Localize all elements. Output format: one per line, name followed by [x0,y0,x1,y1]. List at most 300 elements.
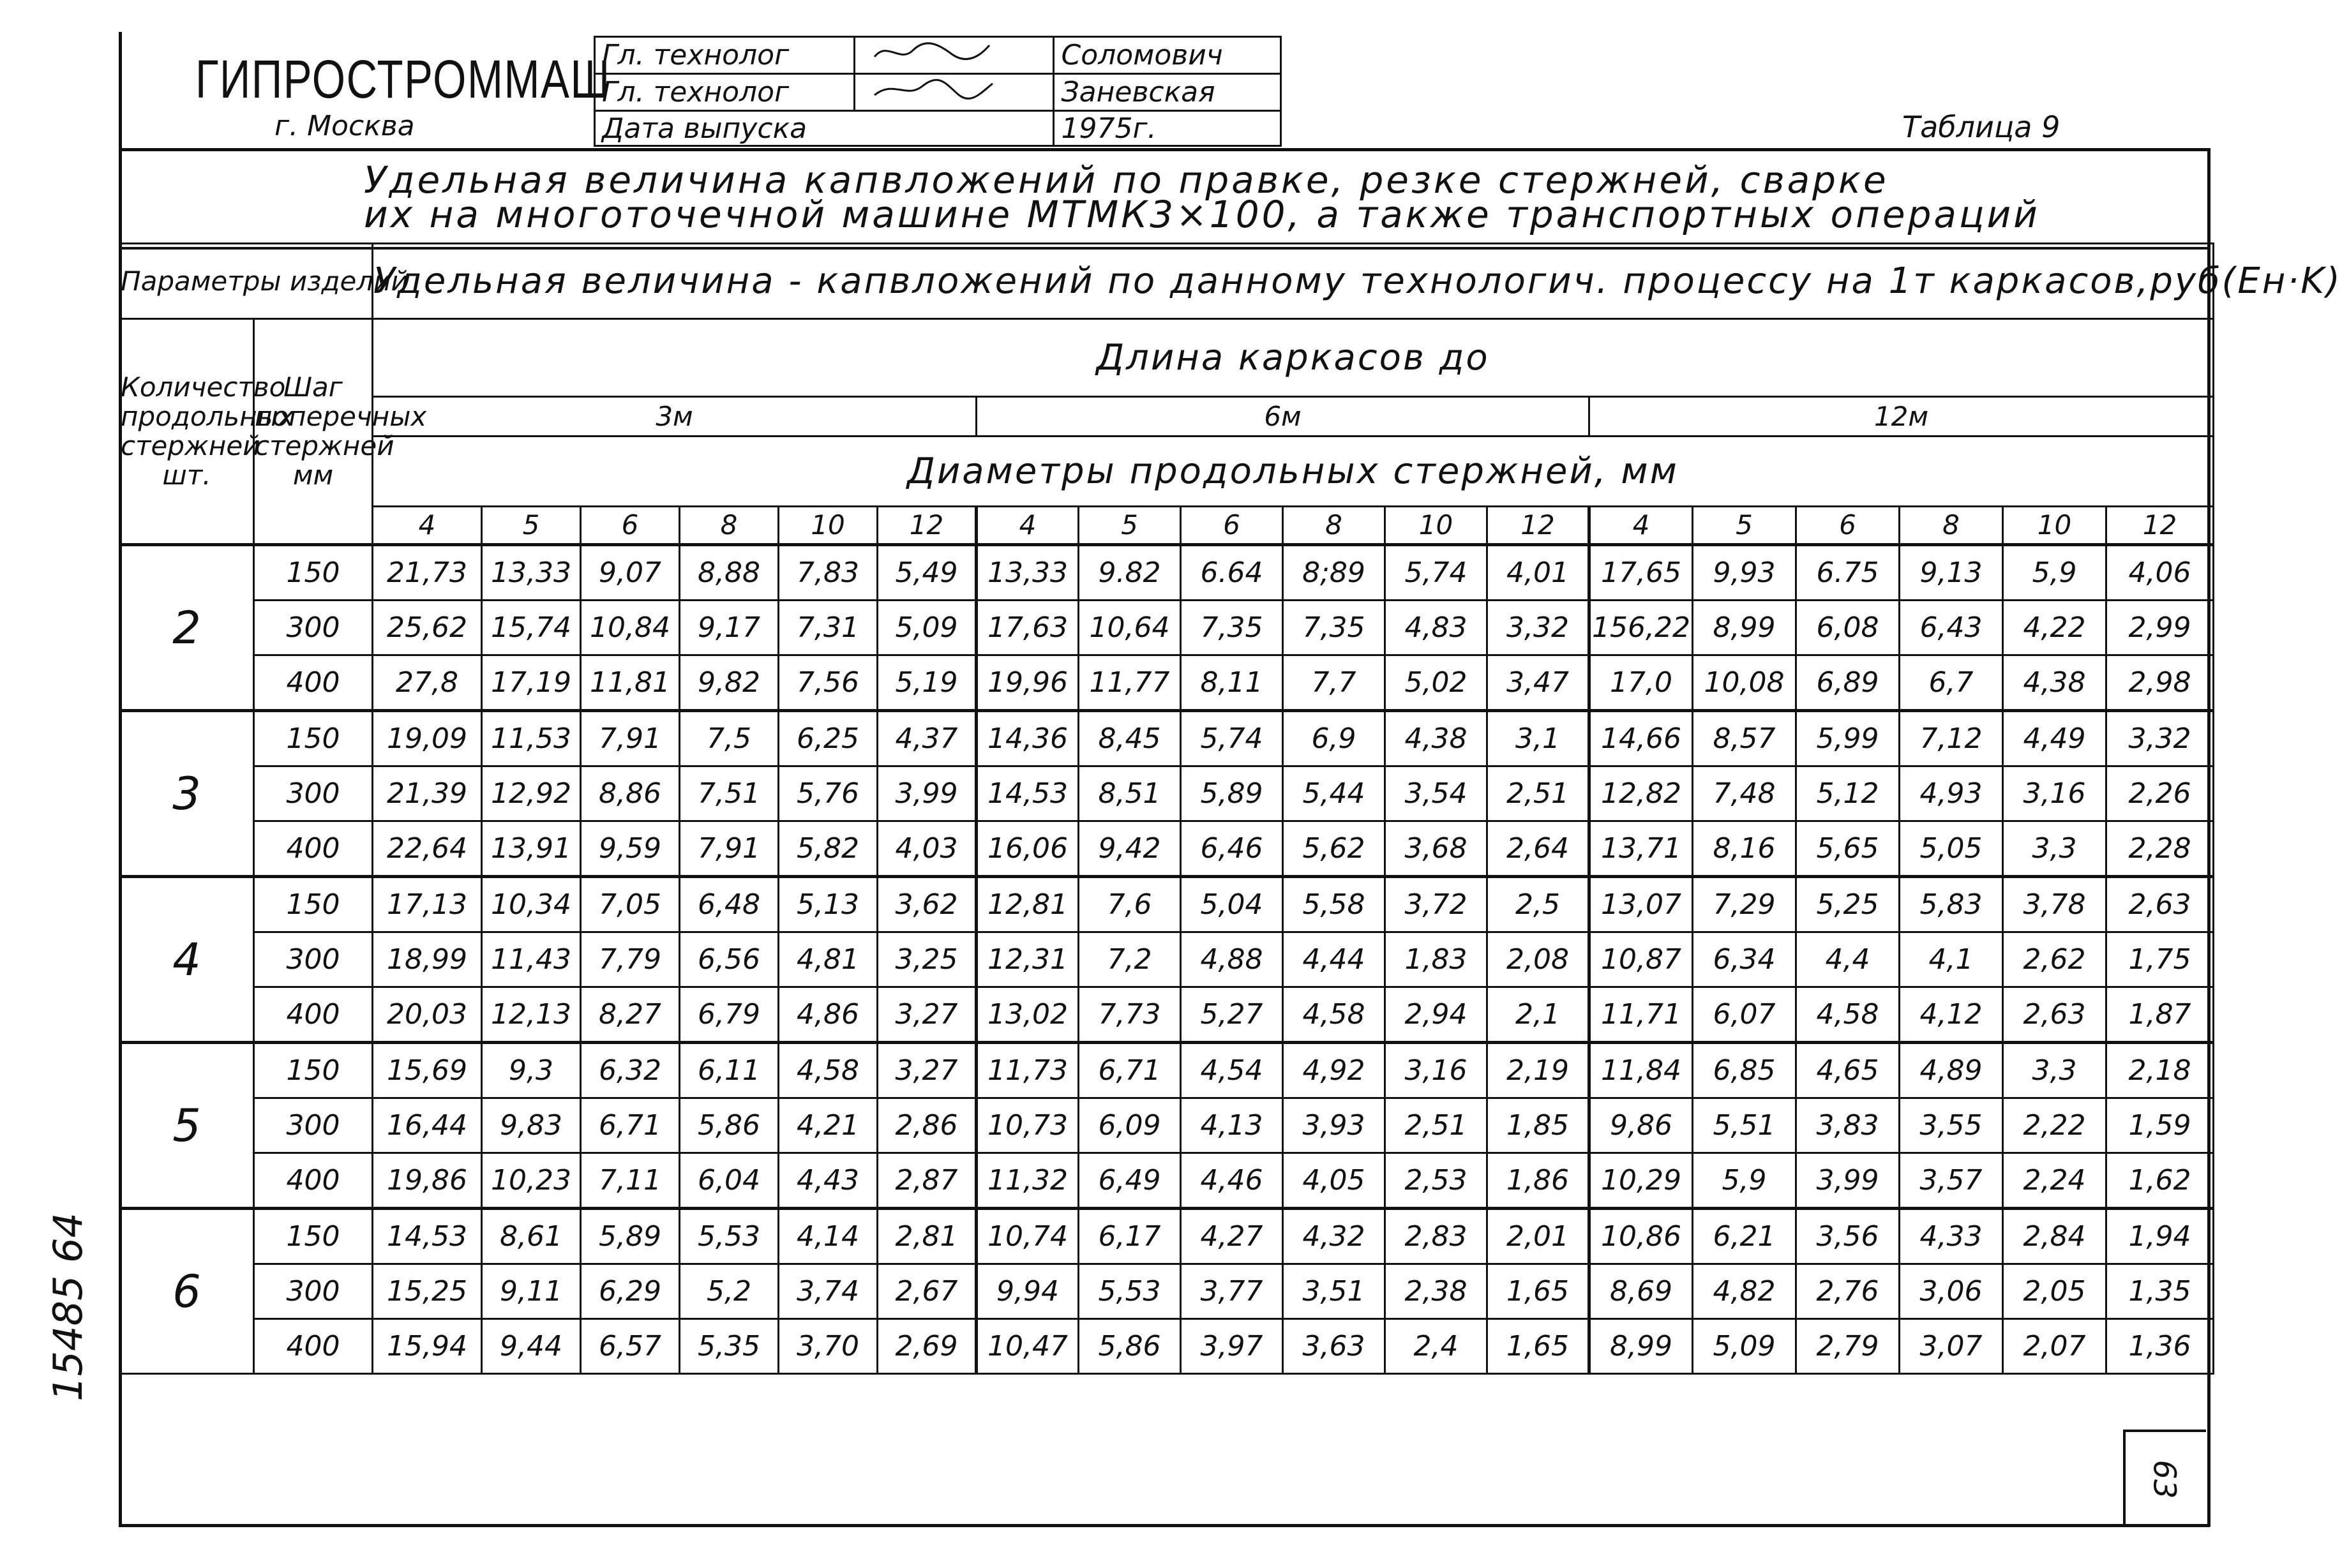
value-cell: 5,9 [1693,1153,1796,1209]
params-header: Параметры изделий [120,244,373,319]
value-cell: 5,62 [1283,821,1385,877]
diameter-header: 6 [1181,507,1283,545]
value-cell: 9.82 [1079,545,1181,601]
value-cell: 2,26 [2106,766,2214,821]
value-cell: 8,57 [1693,711,1796,766]
value-cell: 5,35 [680,1319,779,1374]
value-cell: 4,22 [2003,601,2106,655]
value-cell: 2,64 [1487,821,1589,877]
value-cell: 6,49 [1079,1153,1181,1209]
value-cell: 3,3 [2003,821,2106,877]
value-cell: 8,99 [1693,601,1796,655]
value-cell: 3,1 [1487,711,1589,766]
value-cell: 16,06 [977,821,1079,877]
value-cell: 2,98 [2106,655,2214,711]
value-cell: 4,92 [1283,1043,1385,1098]
value-cell: 3,72 [1385,877,1487,932]
diameter-header: 5 [1079,507,1181,545]
value-cell: 3,74 [779,1264,878,1319]
value-cell: 3,06 [1900,1264,2003,1319]
value-cell: 2,07 [2003,1319,2106,1374]
value-cell: 4,05 [1283,1153,1385,1209]
value-cell: 1,65 [1487,1319,1589,1374]
value-cell: 5,27 [1181,987,1283,1043]
value-cell: 9,42 [1079,821,1181,877]
value-cell: 4,82 [1693,1264,1796,1319]
value-cell: 9,93 [1693,545,1796,601]
value-cell: 10,34 [482,877,581,932]
value-cell: 7,5 [680,711,779,766]
diameter-header: 5 [482,507,581,545]
table-row [120,766,2214,821]
stamp-role-2: Гл. технолог [595,74,855,111]
value-cell: 6,11 [680,1043,779,1098]
value-cell: 4,33 [1900,1209,2003,1264]
value-cell: 7,91 [680,821,779,877]
value-cell: 5,02 [1385,655,1487,711]
value-cell: 2,63 [2106,877,2214,932]
value-cell: 4,14 [779,1209,878,1264]
value-cell: 10,84 [581,601,680,655]
value-cell: 6,04 [680,1153,779,1209]
diameter-header: 6 [581,507,680,545]
value-cell: 5,12 [1796,766,1900,821]
value-cell: 6.64 [1181,545,1283,601]
value-cell: 10,29 [1589,1153,1693,1209]
diameters-caption: Диаметры продольных стержней, мм [373,437,2214,507]
value-cell: 6,21 [1693,1209,1796,1264]
value-cell: 14,66 [1589,711,1693,766]
value-cell: 10,73 [977,1098,1079,1153]
value-cell: 9,11 [482,1264,581,1319]
value-cell: 3,63 [1283,1319,1385,1374]
diameter-header: 10 [1385,507,1487,545]
value-cell: 3,55 [1900,1098,2003,1153]
value-cell: 2,28 [2106,821,2214,877]
value-cell: 7,2 [1079,932,1181,987]
value-cell: 15,74 [482,601,581,655]
value-cell: 2,86 [878,1098,977,1153]
value-cell: 17,0 [1589,655,1693,711]
main-caption: Удельная величина - капвложений по данному технологич. процессу на 1т каркасов,руб(Eн·K) [373,244,2214,319]
value-cell: 6,79 [680,987,779,1043]
value-cell: 6,09 [1079,1098,1181,1153]
diameter-header: 12 [2106,507,2214,545]
value-cell: 3,54 [1385,766,1487,821]
value-cell: 13,07 [1589,877,1693,932]
value-cell: 5,51 [1693,1098,1796,1153]
value-cell: 5,49 [878,545,977,601]
value-cell: 6,34 [1693,932,1796,987]
side-code: 15485 64 [45,1213,91,1401]
value-cell: 2,38 [1385,1264,1487,1319]
length-3m: 3м [373,397,977,437]
value-cell: 4,81 [779,932,878,987]
value-cell: 7,12 [1900,711,2003,766]
length-12m: 12м [1589,397,2214,437]
value-cell: 2,63 [2003,987,2106,1043]
value-cell: 15,25 [373,1264,482,1319]
value-cell: 11,43 [482,932,581,987]
table-row [120,545,2214,601]
step-cell: 300 [254,1098,373,1153]
value-cell: 3,78 [2003,877,2106,932]
value-cell: 3,62 [878,877,977,932]
length-6m: 6м [977,397,1589,437]
table-row [120,601,2214,655]
value-cell: 11,53 [482,711,581,766]
value-cell: 6,29 [581,1264,680,1319]
value-cell: 10,64 [1079,601,1181,655]
value-cell: 3,25 [878,932,977,987]
value-cell: 1,59 [2106,1098,2214,1153]
value-cell: 5,74 [1385,545,1487,601]
value-cell: 8,69 [1589,1264,1693,1319]
value-cell: 5,82 [779,821,878,877]
value-cell: 7,29 [1693,877,1796,932]
value-cell: 9,86 [1589,1098,1693,1153]
value-cell: 5,86 [680,1098,779,1153]
value-cell: 4,58 [1796,987,1900,1043]
value-cell: 3,93 [1283,1098,1385,1153]
value-cell: 15,94 [373,1319,482,1374]
value-cell: 7,83 [779,545,878,601]
value-cell: 4,58 [779,1043,878,1098]
rod-count-cell: 3 [120,711,254,877]
value-cell: 21,39 [373,766,482,821]
value-cell: 9,94 [977,1264,1079,1319]
step-cell: 400 [254,1319,373,1374]
value-cell: 3,77 [1181,1264,1283,1319]
rod-count-cell: 2 [120,545,254,711]
value-cell: 8,11 [1181,655,1283,711]
table-number: Таблица 9 [1902,110,2061,144]
value-cell: 9,3 [482,1043,581,1098]
value-cell: 5,58 [1283,877,1385,932]
value-cell: 2,83 [1385,1209,1487,1264]
step-cell: 300 [254,932,373,987]
value-cell: 4,12 [1900,987,2003,1043]
value-cell: 9,44 [482,1319,581,1374]
value-cell: 3,16 [2003,766,2106,821]
value-cell: 3,27 [878,1043,977,1098]
value-cell: 5,05 [1900,821,2003,877]
value-cell: 5,89 [1181,766,1283,821]
value-cell: 2,08 [1487,932,1589,987]
table-row [120,1098,2214,1153]
value-cell: 22,64 [373,821,482,877]
value-cell: 3,70 [779,1319,878,1374]
value-cell: 16,44 [373,1098,482,1153]
value-cell: 3,97 [1181,1319,1283,1374]
diameter-header: 12 [1487,507,1589,545]
value-cell: 7,35 [1181,601,1283,655]
value-cell: 11,81 [581,655,680,711]
value-cell: 2,67 [878,1264,977,1319]
title-line-1: Удельная величина капвложений по правке, резке стержней, сварке [364,158,1889,202]
value-cell: 10,87 [1589,932,1693,987]
diameter-header: 4 [373,507,482,545]
value-cell: 1,36 [2106,1319,2214,1374]
value-cell: 4,88 [1181,932,1283,987]
stamp-name-1: Соломович [1054,37,1281,74]
step-cell: 400 [254,655,373,711]
organization-city: г. Москва [274,110,415,142]
value-cell: 6,7 [1900,655,2003,711]
value-cell: 5,89 [581,1209,680,1264]
value-cell: 7,51 [680,766,779,821]
value-cell: 9,07 [581,545,680,601]
value-cell: 14,53 [373,1209,482,1264]
value-cell: 9,82 [680,655,779,711]
value-cell: 3,16 [1385,1043,1487,1098]
value-cell: 17,65 [1589,545,1693,601]
value-cell: 12,92 [482,766,581,821]
value-cell: 1,62 [2106,1153,2214,1209]
rod-count-cell: 4 [120,877,254,1043]
value-cell: 2,76 [1796,1264,1900,1319]
table-row [120,877,2214,932]
value-cell: 6,17 [1079,1209,1181,1264]
value-cell: 14,53 [977,766,1079,821]
value-cell: 6,32 [581,1043,680,1098]
value-cell: 17,63 [977,601,1079,655]
value-cell: 2,19 [1487,1043,1589,1098]
value-cell: 19,86 [373,1153,482,1209]
value-cell: 1,83 [1385,932,1487,987]
value-cell: 8,45 [1079,711,1181,766]
value-cell: 13,02 [977,987,1079,1043]
value-cell: 2,69 [878,1319,977,1374]
value-cell: 8,61 [482,1209,581,1264]
value-cell: 2,1 [1487,987,1589,1043]
value-cell: 5,19 [878,655,977,711]
value-cell: 14,36 [977,711,1079,766]
value-cell: 7,56 [779,655,878,711]
value-cell: 6,08 [1796,601,1900,655]
value-cell: 5,53 [680,1209,779,1264]
value-cell: 11,32 [977,1153,1079,1209]
value-cell: 2,84 [2003,1209,2106,1264]
value-cell: 20,03 [373,987,482,1043]
value-cell: 8,27 [581,987,680,1043]
value-cell: 4,27 [1181,1209,1283,1264]
value-cell: 3,51 [1283,1264,1385,1319]
value-cell: 18,99 [373,932,482,987]
value-cell: 1,87 [2106,987,2214,1043]
value-cell: 5,04 [1181,877,1283,932]
value-cell: 5,86 [1079,1319,1181,1374]
value-cell: 1,94 [2106,1209,2214,1264]
value-cell: 11,84 [1589,1043,1693,1098]
value-cell: 6,9 [1283,711,1385,766]
value-cell: 5,76 [779,766,878,821]
value-cell: 2,62 [2003,932,2106,987]
value-cell: 4,58 [1283,987,1385,1043]
value-cell: 2,87 [878,1153,977,1209]
stamp-date-label: Дата выпуска [595,111,1054,146]
value-cell: 10,08 [1693,655,1796,711]
value-cell: 4,4 [1796,932,1900,987]
value-cell: 8,51 [1079,766,1181,821]
value-cell: 12,82 [1589,766,1693,821]
value-cell: 2,4 [1385,1319,1487,1374]
value-cell: 4,01 [1487,545,1589,601]
signature-2 [854,74,1054,111]
value-cell: 1,86 [1487,1153,1589,1209]
table-row [120,655,2214,711]
value-cell: 10,74 [977,1209,1079,1264]
value-cell: 9,83 [482,1098,581,1153]
table-row [120,1209,2214,1264]
value-cell: 7,48 [1693,766,1796,821]
value-cell: 6,57 [581,1319,680,1374]
value-cell: 3,27 [878,987,977,1043]
value-cell: 11,73 [977,1043,1079,1098]
step-column-header: Шаг поперечных стержней мм [254,319,373,545]
value-cell: 6,07 [1693,987,1796,1043]
value-cell: 3,83 [1796,1098,1900,1153]
table-row [120,1319,2214,1374]
value-cell: 9,17 [680,601,779,655]
value-cell: 5,53 [1079,1264,1181,1319]
value-cell: 4,1 [1900,932,2003,987]
diameter-header: 8 [1900,507,2003,545]
value-cell: 4,89 [1900,1043,2003,1098]
value-cell: 7,31 [779,601,878,655]
value-cell: 3,07 [1900,1319,2003,1374]
stamp-name-2: Заневская [1054,74,1281,111]
value-cell: 21,73 [373,545,482,601]
value-cell: 2,01 [1487,1209,1589,1264]
value-cell: 6,48 [680,877,779,932]
value-cell: 4,44 [1283,932,1385,987]
value-cell: 12,13 [482,987,581,1043]
value-cell: 8;89 [1283,545,1385,601]
value-cell: 2,79 [1796,1319,1900,1374]
rod-count-cell: 6 [120,1209,254,1374]
stamp-date-value: 1975г. [1054,111,1281,146]
value-cell: 17,19 [482,655,581,711]
value-cell: 2,99 [2106,601,2214,655]
value-cell: 5,83 [1900,877,2003,932]
step-cell: 400 [254,987,373,1043]
diameter-header: 6 [1796,507,1900,545]
value-cell: 8,16 [1693,821,1796,877]
approval-stamp [594,36,1282,147]
value-cell: 13,71 [1589,821,1693,877]
value-cell: 4,32 [1283,1209,1385,1264]
value-cell: 6,43 [1900,601,2003,655]
value-cell: 4,13 [1181,1098,1283,1153]
value-cell: 5,13 [779,877,878,932]
table-row [120,1153,2214,1209]
table-row [120,711,2214,766]
value-cell: 25,62 [373,601,482,655]
step-cell: 400 [254,821,373,877]
table-row [120,932,2214,987]
value-cell: 3,68 [1385,821,1487,877]
stamp-role-1: Гл. технолог [595,37,855,74]
value-cell: 4,06 [2106,545,2214,601]
diameter-header: 4 [977,507,1079,545]
value-cell: 2,22 [2003,1098,2106,1153]
table-row [120,1264,2214,1319]
value-cell: 6,71 [1079,1043,1181,1098]
value-cell: 11,77 [1079,655,1181,711]
value-cell: 4,86 [779,987,878,1043]
value-cell: 10,47 [977,1319,1079,1374]
diameter-header: 5 [1693,507,1796,545]
value-cell: 6,89 [1796,655,1900,711]
value-cell: 10,23 [482,1153,581,1209]
value-cell: 4,37 [878,711,977,766]
diameter-header: 12 [878,507,977,545]
value-cell: 8,86 [581,766,680,821]
value-cell: 3,57 [1900,1153,2003,1209]
step-cell: 300 [254,766,373,821]
value-cell: 156,22 [1589,601,1693,655]
length-caption: Длина каркасов до [373,319,2214,397]
value-cell: 5,09 [1693,1319,1796,1374]
value-cell: 4,38 [1385,711,1487,766]
value-cell: 12,81 [977,877,1079,932]
diameter-header: 8 [680,507,779,545]
value-cell: 1,85 [1487,1098,1589,1153]
value-cell: 7,91 [581,711,680,766]
value-cell: 6,71 [581,1098,680,1153]
value-cell: 27,8 [373,655,482,711]
value-cell: 13,33 [977,545,1079,601]
value-cell: 7,6 [1079,877,1181,932]
value-cell: 4,93 [1900,766,2003,821]
value-cell: 2,53 [1385,1153,1487,1209]
value-cell: 4,65 [1796,1043,1900,1098]
step-cell: 150 [254,711,373,766]
value-cell: 11,71 [1589,987,1693,1043]
page-number: 63 [2146,1460,2182,1499]
value-cell: 1,65 [1487,1264,1589,1319]
value-cell: 3,47 [1487,655,1589,711]
value-cell: 4,03 [878,821,977,877]
value-cell: 4,54 [1181,1043,1283,1098]
value-cell: 3,56 [1796,1209,1900,1264]
value-cell: 3,99 [1796,1153,1900,1209]
value-cell: 19,09 [373,711,482,766]
value-cell: 7,11 [581,1153,680,1209]
value-cell: 2,18 [2106,1043,2214,1098]
value-cell: 5,44 [1283,766,1385,821]
value-cell: 2,51 [1385,1098,1487,1153]
value-cell: 6,85 [1693,1043,1796,1098]
value-cell: 5,65 [1796,821,1900,877]
value-cell: 17,13 [373,877,482,932]
value-cell: 4,38 [2003,655,2106,711]
value-cell: 4,43 [779,1153,878,1209]
value-cell: 5,2 [680,1264,779,1319]
value-cell: 7,73 [1079,987,1181,1043]
value-cell: 1,75 [2106,932,2214,987]
diameter-header: 10 [779,507,878,545]
value-cell: 1,35 [2106,1264,2214,1319]
value-cell: 3,3 [2003,1043,2106,1098]
value-cell: 4,49 [2003,711,2106,766]
table-row [120,821,2214,877]
value-cell: 3,32 [1487,601,1589,655]
step-cell: 400 [254,1153,373,1209]
value-cell: 10,86 [1589,1209,1693,1264]
value-cell: 9,59 [581,821,680,877]
